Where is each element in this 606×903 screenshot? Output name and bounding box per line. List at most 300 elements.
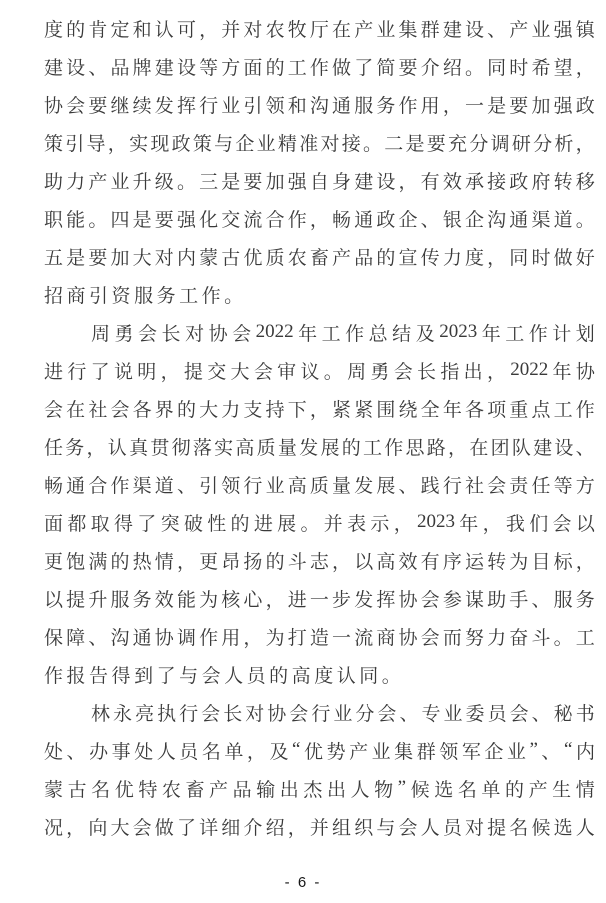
- glyph: 与: [214, 133, 234, 155]
- glyph: 要: [426, 133, 446, 155]
- glyph: 的: [66, 19, 86, 41]
- glyph: 会: [201, 665, 221, 687]
- text-line: [44, 731, 595, 769]
- glyph: ，: [199, 19, 219, 41]
- glyph: 谋: [464, 589, 484, 611]
- glyph: 以: [575, 513, 595, 535]
- glyph: 事: [111, 741, 131, 763]
- glyph: 2023: [439, 321, 478, 342]
- text-line: [44, 275, 595, 313]
- glyph: 是: [66, 247, 86, 269]
- glyph: 志: [309, 551, 329, 573]
- glyph: 建: [354, 171, 374, 193]
- glyph: 方: [221, 57, 241, 79]
- glyph: 肯: [88, 19, 108, 41]
- glyph: 输: [256, 779, 276, 801]
- glyph: 府: [531, 171, 551, 193]
- glyph: 行: [67, 361, 87, 383]
- glyph: 定: [110, 19, 130, 41]
- glyph: 同: [509, 247, 529, 269]
- glyph: 人: [156, 741, 176, 763]
- text-line: [44, 199, 595, 237]
- glyph: 社: [464, 475, 484, 497]
- glyph: 移: [575, 171, 595, 193]
- glyph: 引: [65, 133, 85, 155]
- glyph: 人: [350, 779, 370, 801]
- glyph: 面: [243, 57, 263, 79]
- glyph: 用: [221, 627, 241, 649]
- glyph: 作: [575, 399, 595, 421]
- glyph: 昂: [221, 551, 241, 573]
- glyph: 畜: [185, 779, 205, 801]
- glyph: 交: [221, 209, 241, 231]
- glyph: 会: [509, 703, 529, 725]
- glyph: 能: [66, 209, 86, 231]
- glyph: ，: [287, 817, 307, 839]
- glyph: 政: [171, 133, 191, 155]
- glyph: 效: [398, 551, 418, 573]
- glyph: 工: [553, 399, 573, 421]
- glyph: 年: [442, 399, 462, 421]
- glyph: 设: [176, 57, 196, 79]
- glyph: 时: [531, 247, 551, 269]
- glyph: 做: [332, 57, 352, 79]
- glyph: 农: [265, 19, 285, 41]
- glyph: 集: [398, 19, 418, 41]
- glyph: 勇: [114, 323, 134, 345]
- glyph: 协: [154, 627, 174, 649]
- glyph: 年: [298, 323, 318, 345]
- glyph: 的: [376, 247, 396, 269]
- glyph: 会: [552, 513, 572, 535]
- glyph: 品: [354, 247, 374, 269]
- glyph: ，: [246, 741, 266, 763]
- glyph: 产: [354, 19, 374, 41]
- glyph: 优: [114, 779, 134, 801]
- glyph: 社: [88, 399, 108, 421]
- glyph: 员: [487, 703, 507, 725]
- glyph: 各: [132, 399, 152, 421]
- glyph: 沟: [487, 209, 507, 231]
- glyph: 大: [199, 399, 219, 421]
- glyph: 通: [509, 209, 529, 231]
- glyph: 可: [176, 19, 196, 41]
- glyph: 序: [442, 551, 462, 573]
- glyph: 沟: [309, 95, 329, 117]
- glyph: 对: [243, 19, 263, 41]
- glyph: 古: [221, 247, 241, 269]
- glyph: ，: [442, 95, 462, 117]
- glyph: 工: [362, 437, 382, 459]
- glyph: 细: [221, 817, 241, 839]
- glyph: ，: [482, 513, 502, 535]
- glyph: 望: [553, 57, 573, 79]
- glyph: 。: [224, 285, 244, 307]
- glyph: 行: [243, 475, 263, 497]
- glyph: 沟: [110, 627, 130, 649]
- glyph: 农: [287, 247, 307, 269]
- glyph: 行: [179, 703, 199, 725]
- glyph: 有: [420, 171, 440, 193]
- glyph: 导: [86, 133, 106, 155]
- glyph: 业: [333, 703, 353, 725]
- glyph: 以: [44, 589, 64, 611]
- glyph: 同: [487, 57, 507, 79]
- glyph: 我: [505, 513, 525, 535]
- glyph: 要: [88, 95, 108, 117]
- glyph: 情: [575, 779, 595, 801]
- glyph: 希: [531, 57, 551, 79]
- glyph: 度: [314, 665, 334, 687]
- glyph: 服: [354, 95, 374, 117]
- glyph: 招: [44, 285, 64, 307]
- glyph: 宣: [398, 247, 418, 269]
- glyph: 协: [208, 323, 228, 345]
- glyph: 业: [221, 95, 241, 117]
- glyph: ，: [66, 817, 86, 839]
- glyph: 、: [531, 703, 551, 725]
- glyph: 核: [221, 589, 241, 611]
- glyph: 务: [132, 589, 152, 611]
- glyph: 况: [44, 817, 64, 839]
- glyph: 示: [370, 513, 390, 535]
- glyph: 员: [179, 741, 199, 763]
- glyph: 大: [132, 247, 152, 269]
- glyph: 热: [132, 551, 152, 573]
- glyph: 加: [265, 171, 285, 193]
- glyph: 、: [66, 741, 86, 763]
- glyph: 执: [157, 703, 177, 725]
- glyph: 协: [44, 95, 64, 117]
- glyph: 划: [575, 323, 595, 345]
- glyph: 认: [107, 437, 127, 459]
- glyph: 并: [323, 513, 343, 535]
- glyph: 发: [299, 437, 319, 459]
- glyph: 到: [134, 665, 154, 687]
- glyph: 专: [421, 703, 441, 725]
- glyph: 升: [132, 171, 152, 193]
- glyph: 与: [376, 817, 396, 839]
- glyph: 量: [332, 475, 352, 497]
- glyph: 三: [199, 171, 219, 193]
- glyph: 服: [110, 589, 130, 611]
- glyph: 用: [420, 95, 440, 117]
- glyph: 工: [179, 285, 199, 307]
- glyph: 而: [442, 627, 462, 649]
- glyph: 的: [341, 437, 361, 459]
- glyph: ，: [107, 133, 127, 155]
- glyph: 杰: [303, 779, 323, 801]
- glyph: 转: [487, 551, 507, 573]
- glyph: 心: [243, 589, 263, 611]
- glyph: 勇: [370, 361, 390, 383]
- glyph: 现: [150, 133, 170, 155]
- glyph: 好: [575, 247, 595, 269]
- glyph: 周: [347, 361, 367, 383]
- glyph: 。: [300, 513, 320, 535]
- glyph: 对: [245, 703, 265, 725]
- glyph: 渠: [531, 209, 551, 231]
- glyph: 、: [399, 703, 419, 725]
- paragraph-2: [44, 313, 595, 693]
- glyph: 级: [154, 171, 174, 193]
- glyph: ，: [332, 551, 352, 573]
- glyph: 2022: [510, 359, 549, 380]
- glyph: 发: [154, 95, 174, 117]
- glyph: 以: [354, 551, 374, 573]
- glyph: 会: [201, 703, 221, 725]
- glyph: 方: [575, 475, 595, 497]
- glyph: 镇: [575, 19, 595, 41]
- glyph: 业: [531, 19, 551, 41]
- glyph: 力: [442, 247, 462, 269]
- page-number: - 6 -: [284, 874, 322, 891]
- glyph: 继: [110, 95, 130, 117]
- glyph: 简: [376, 57, 396, 79]
- glyph: 高: [291, 665, 311, 687]
- glyph: ，: [243, 627, 263, 649]
- glyph: 分: [355, 703, 375, 725]
- glyph: 2022: [255, 321, 294, 342]
- glyph: 步: [332, 589, 352, 611]
- glyph: 力: [66, 171, 86, 193]
- glyph: 性: [207, 513, 227, 535]
- glyph: 选: [553, 817, 573, 839]
- glyph: 道: [154, 475, 174, 497]
- glyph: 升: [88, 589, 108, 611]
- glyph: 会: [393, 361, 413, 383]
- glyph: 强: [553, 19, 573, 41]
- glyph: 指: [440, 361, 460, 383]
- glyph: 道: [553, 209, 573, 231]
- glyph: 特: [138, 779, 158, 801]
- glyph: 组: [332, 817, 352, 839]
- glyph: 要: [88, 247, 108, 269]
- glyph: 农: [161, 779, 181, 801]
- glyph: 畜: [309, 247, 329, 269]
- glyph: 打: [287, 627, 307, 649]
- glyph: 会: [66, 95, 86, 117]
- glyph: 同: [359, 665, 379, 687]
- glyph: 贯: [150, 437, 170, 459]
- glyph: 。: [176, 171, 196, 193]
- text-line: [44, 465, 595, 503]
- glyph: ，: [448, 437, 468, 459]
- glyph: 引: [243, 95, 263, 117]
- glyph: 做: [553, 247, 573, 269]
- glyph: 引: [89, 285, 109, 307]
- glyph: 、: [88, 57, 108, 79]
- glyph: 、: [176, 475, 196, 497]
- glyph: ，: [176, 551, 196, 573]
- glyph: 一: [332, 627, 352, 649]
- glyph: ，: [575, 57, 595, 79]
- glyph: 是: [221, 171, 241, 193]
- glyph: 流: [243, 209, 263, 231]
- glyph: 和: [132, 19, 152, 41]
- glyph: 有: [420, 551, 440, 573]
- text-line: [44, 9, 595, 47]
- text-line: [44, 161, 595, 199]
- glyph: 领: [221, 475, 241, 497]
- glyph: 各: [464, 399, 484, 421]
- glyph: 力: [487, 627, 507, 649]
- glyph: 强: [176, 209, 196, 231]
- glyph: 要: [398, 57, 418, 79]
- glyph: 会: [253, 361, 273, 383]
- glyph: 渠: [132, 475, 152, 497]
- glyph: 进: [287, 589, 307, 611]
- glyph: 五: [44, 247, 64, 269]
- glyph: ”: [529, 739, 538, 760]
- document-body: [44, 9, 595, 845]
- glyph: 议: [300, 361, 320, 383]
- glyph: 协: [575, 361, 595, 383]
- glyph: 企: [398, 209, 418, 231]
- glyph: 及: [269, 741, 289, 763]
- glyph: ，: [160, 361, 180, 383]
- glyph: 强: [287, 171, 307, 193]
- glyph: 提: [66, 589, 86, 611]
- glyph: 面: [44, 513, 64, 535]
- glyph: 紧: [332, 399, 352, 421]
- text-line: [44, 617, 595, 655]
- glyph: 会: [44, 399, 64, 421]
- glyph: 、: [541, 741, 561, 763]
- glyph: “: [563, 739, 573, 760]
- glyph: 业: [256, 133, 276, 155]
- glyph: 办: [89, 741, 109, 763]
- glyph: 内: [176, 247, 196, 269]
- glyph: 展: [277, 513, 297, 535]
- glyph: 内: [575, 741, 595, 763]
- glyph: ”: [397, 777, 407, 798]
- glyph: 了: [176, 817, 196, 839]
- glyph: 饱: [66, 551, 86, 573]
- glyph: 展: [376, 475, 396, 497]
- glyph: 思: [405, 437, 425, 459]
- glyph: 是: [132, 209, 152, 231]
- glyph: 作: [384, 437, 404, 459]
- glyph: 挥: [376, 589, 396, 611]
- glyph: 精: [277, 133, 297, 155]
- glyph: 及: [415, 323, 435, 345]
- glyph: 。: [323, 361, 343, 383]
- glyph: 障: [66, 627, 86, 649]
- glyph: 作: [398, 95, 418, 117]
- glyph: 斗: [531, 627, 551, 649]
- glyph: 加: [110, 247, 130, 269]
- glyph: 建: [44, 57, 64, 79]
- glyph: 运: [464, 551, 484, 573]
- glyph: 进: [253, 513, 273, 535]
- glyph: 建: [154, 57, 174, 79]
- glyph: 效: [442, 171, 462, 193]
- glyph: 名: [457, 779, 477, 801]
- glyph: 。: [88, 209, 108, 231]
- glyph: 量: [277, 437, 297, 459]
- glyph: 古: [67, 779, 87, 801]
- glyph: 作: [287, 209, 307, 231]
- glyph: 在: [66, 399, 86, 421]
- glyph: 协: [398, 589, 418, 611]
- glyph: 参: [442, 589, 462, 611]
- glyph: 通: [66, 475, 86, 497]
- glyph: 会: [110, 399, 130, 421]
- text-line: [44, 807, 595, 845]
- glyph: 。: [362, 133, 382, 155]
- glyph: 绍: [442, 57, 462, 79]
- glyph: 的: [176, 399, 196, 421]
- glyph: 年: [481, 323, 501, 345]
- glyph: 向: [88, 817, 108, 839]
- glyph: 明: [137, 361, 157, 383]
- glyph: 续: [132, 95, 152, 117]
- glyph: 会: [132, 817, 152, 839]
- glyph: 力: [221, 399, 241, 421]
- glyph: 详: [199, 817, 219, 839]
- glyph: 商: [66, 285, 86, 307]
- glyph: ，: [309, 209, 329, 231]
- glyph: 保: [44, 627, 64, 649]
- glyph: 牧: [287, 19, 307, 41]
- glyph: 提: [487, 817, 507, 839]
- glyph: 候: [531, 817, 551, 839]
- glyph: 秘: [553, 703, 573, 725]
- glyph: 高: [235, 437, 255, 459]
- glyph: 了: [90, 361, 110, 383]
- text-line: [44, 693, 595, 731]
- text-line: [44, 427, 595, 465]
- glyph: 会: [420, 627, 440, 649]
- glyph: 通: [332, 95, 352, 117]
- glyph: 提: [183, 361, 203, 383]
- glyph: 手: [509, 589, 529, 611]
- glyph: 、: [398, 475, 418, 497]
- glyph: 质: [256, 437, 276, 459]
- glyph: 书: [575, 703, 595, 725]
- glyph: 落: [192, 437, 212, 459]
- glyph: 总: [368, 323, 388, 345]
- text-line: [44, 655, 595, 693]
- glyph: 是: [487, 95, 507, 117]
- glyph: 对: [464, 817, 484, 839]
- glyph: 长: [417, 361, 437, 383]
- glyph: 物: [374, 779, 394, 801]
- glyph: 领: [439, 741, 459, 763]
- glyph: 践: [420, 475, 440, 497]
- glyph: 全: [420, 399, 440, 421]
- glyph: 交: [207, 361, 227, 383]
- glyph: 任: [44, 437, 64, 459]
- glyph: 员: [246, 665, 266, 687]
- text-line: [44, 579, 595, 617]
- glyph: 。: [381, 665, 401, 687]
- glyph: 企: [464, 209, 484, 231]
- glyph: 协: [267, 703, 287, 725]
- glyph: 挥: [176, 95, 196, 117]
- glyph: 为: [265, 627, 285, 649]
- glyph: 长: [161, 323, 181, 345]
- glyph: 化: [199, 209, 219, 231]
- glyph: 研: [511, 133, 531, 155]
- glyph: 的: [504, 779, 524, 801]
- glyph: 持: [265, 399, 285, 421]
- glyph: 行: [199, 95, 219, 117]
- glyph: 年: [552, 361, 572, 383]
- glyph: 界: [154, 399, 174, 421]
- glyph: 重: [509, 399, 529, 421]
